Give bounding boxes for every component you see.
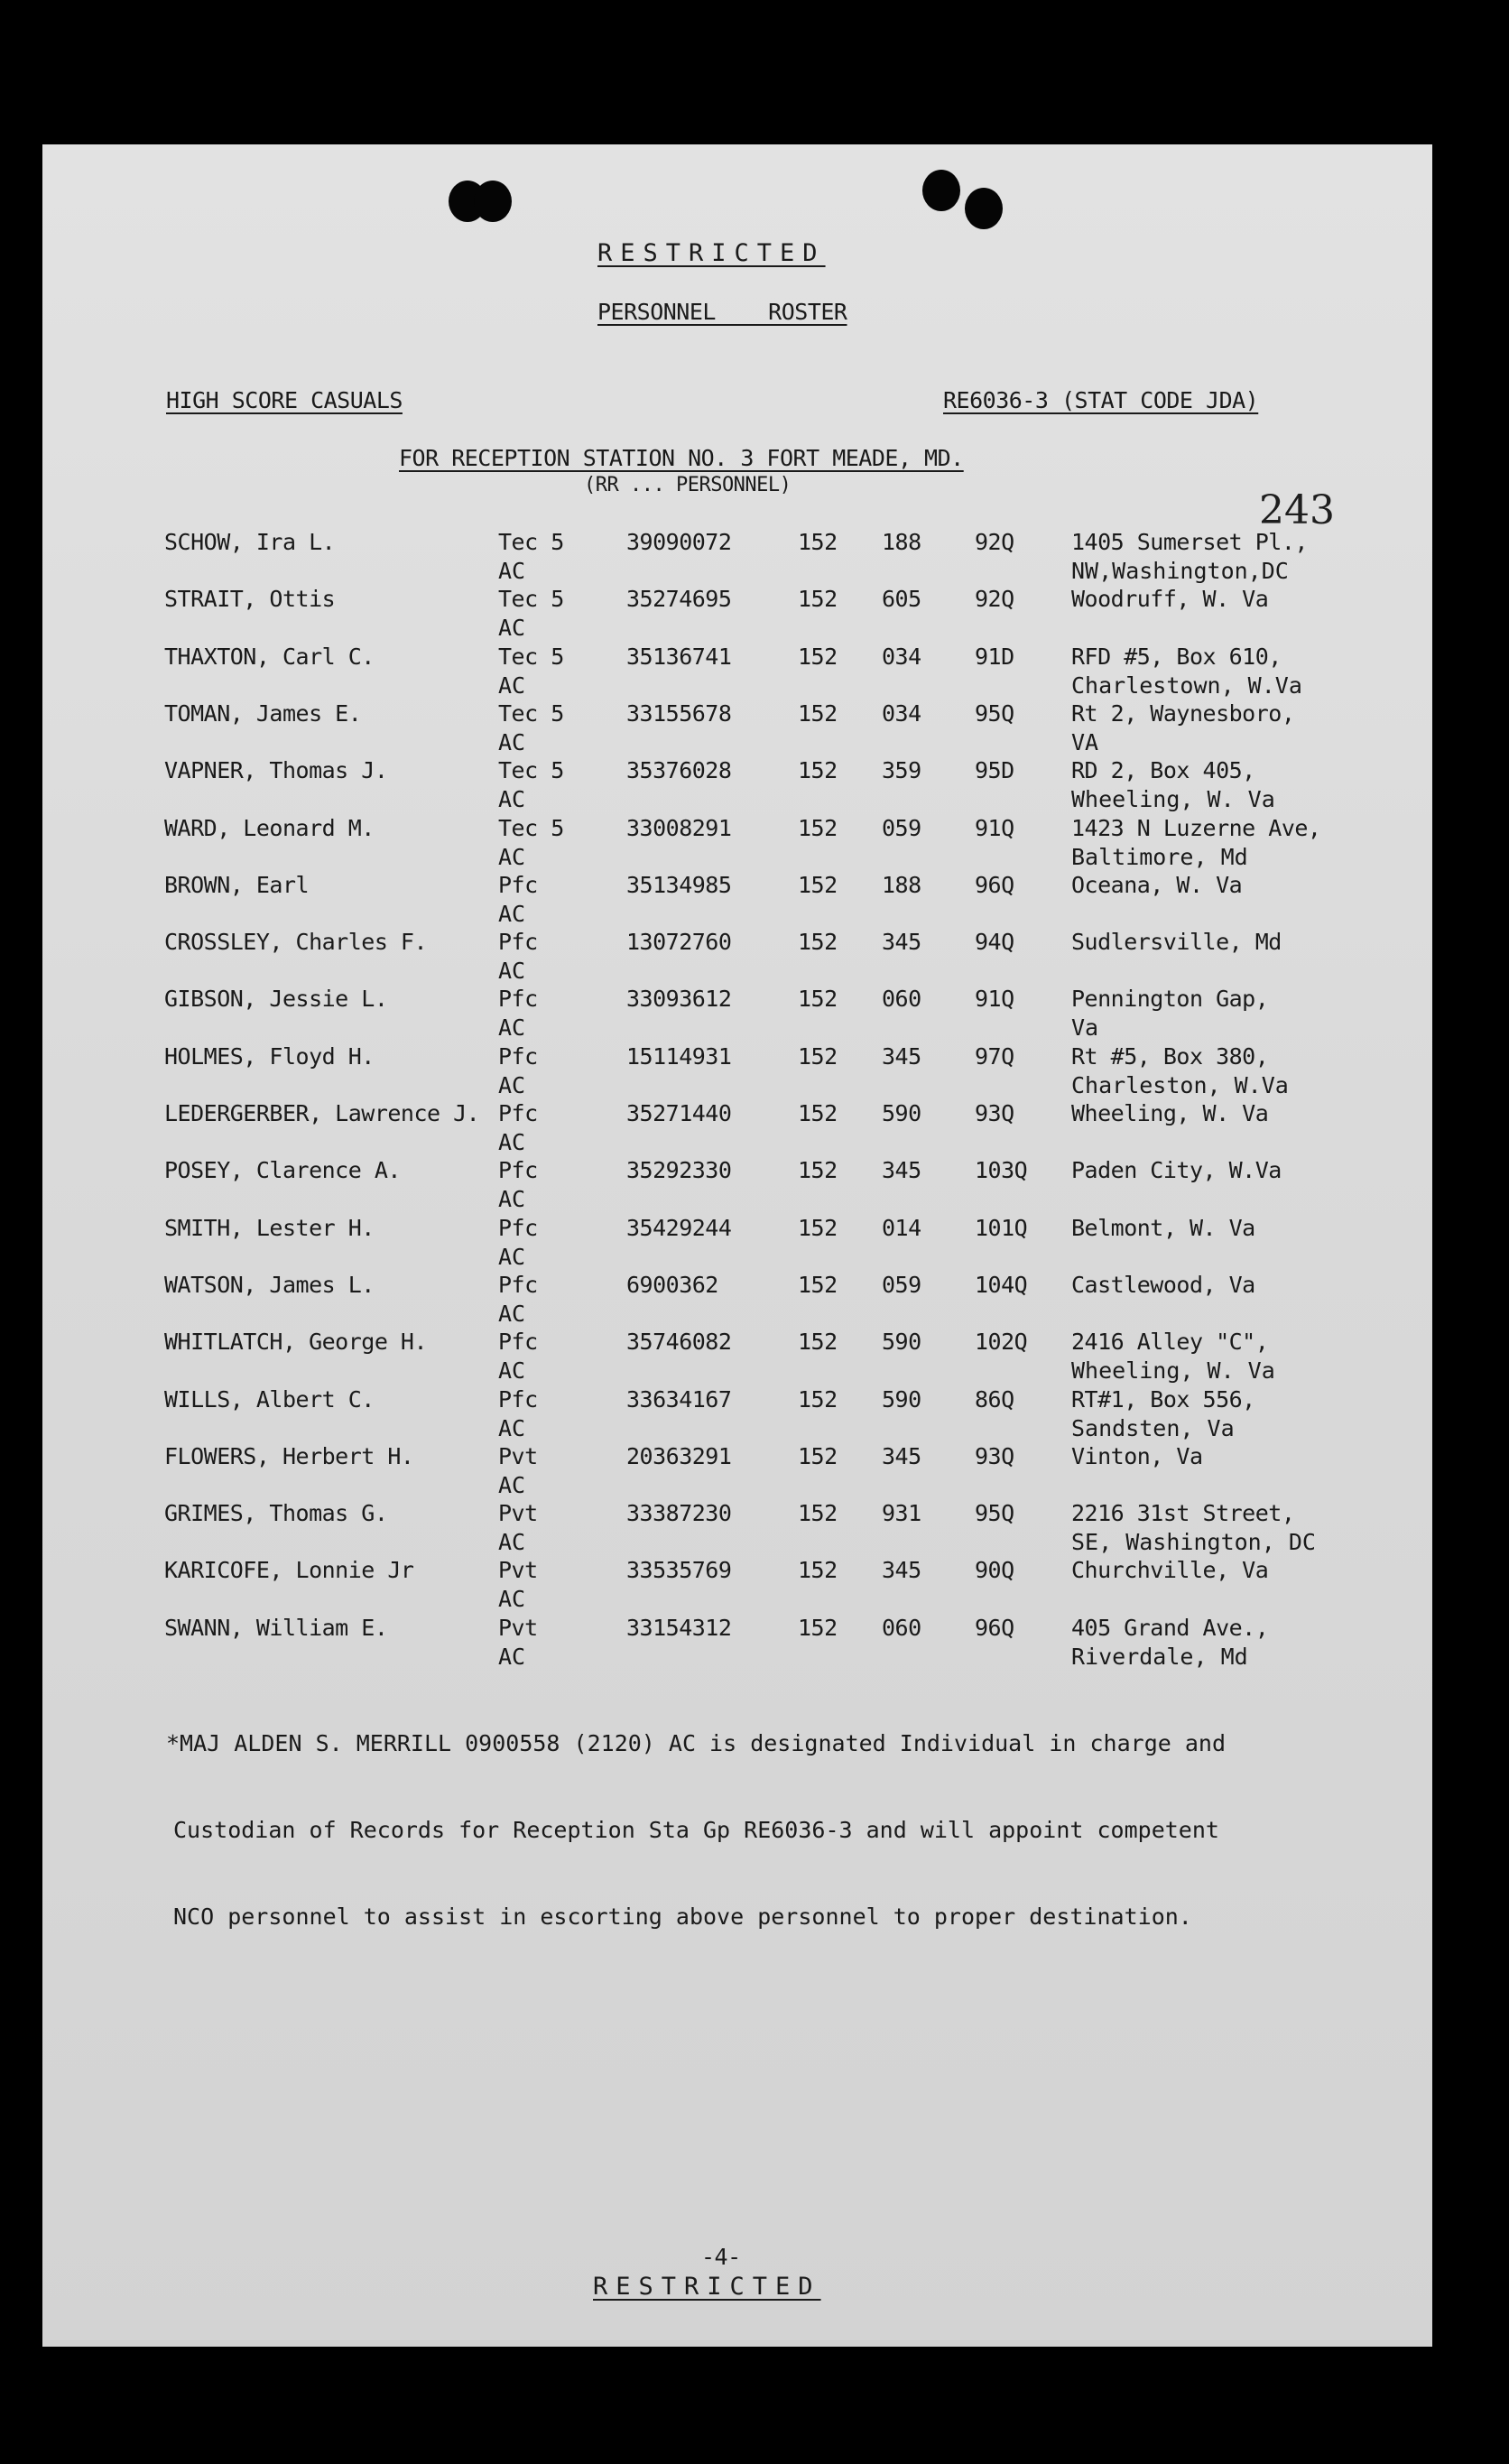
roster-arm: AC — [498, 1071, 526, 1098]
roster-row — [42, 1328, 1432, 1385]
roster-grade: Tec 5 — [498, 586, 564, 613]
roster-code-1: 152 — [798, 1442, 838, 1469]
roster-row — [42, 985, 1432, 1042]
roster-row — [42, 928, 1432, 986]
roster-name: FLOWERS, Herbert H. — [164, 1442, 414, 1469]
roster-address-line-1: Rt 2, Waynesboro, — [1071, 699, 1295, 727]
roster-code-1: 152 — [798, 1100, 838, 1126]
roster-name: HOLMES, Floyd H. — [164, 1042, 375, 1070]
roster-code-1: 152 — [798, 986, 838, 1013]
roster-address-line-1: Rt #5, Box 380, — [1071, 1042, 1269, 1070]
roster-name: STRAIT, Ottis — [164, 586, 336, 613]
roster-serial-number: 35376028 — [626, 757, 732, 784]
roster-address-line-1: Wheeling, W. Va — [1071, 1100, 1269, 1126]
roster-code-2: 345 — [882, 1442, 921, 1469]
roster-serial-number: 15114931 — [626, 1042, 732, 1070]
roster-grade: Pvt — [498, 1614, 538, 1641]
roster-address-line-2: Va — [1071, 1014, 1099, 1042]
roster-name: THAXTON, Carl C. — [164, 643, 375, 670]
roster-arm: AC — [498, 1529, 526, 1556]
roster-row — [42, 528, 1432, 586]
roster-grade: Pfc — [498, 1271, 538, 1298]
roster-code-1: 152 — [798, 929, 838, 956]
roster-arm: AC — [498, 1643, 526, 1670]
roster-address-line-2: Riverdale, Md — [1071, 1643, 1248, 1670]
roster-serial-number: 35136741 — [626, 643, 732, 670]
roster-score: 91D — [975, 643, 1014, 670]
roster-serial-number: 35271440 — [626, 1100, 732, 1126]
roster-address-line-1: Pennington Gap, — [1071, 986, 1269, 1013]
roster-score: 96Q — [975, 871, 1014, 898]
roster-score: 95D — [975, 757, 1014, 784]
roster-code-1: 152 — [798, 757, 838, 784]
roster-address-line-1: Vinton, Va — [1071, 1442, 1203, 1469]
roster-grade: Pfc — [498, 929, 538, 956]
roster-address-line-1: 2416 Alley "C", — [1071, 1329, 1269, 1356]
roster-arm: AC — [498, 1129, 526, 1155]
roster-score: 93Q — [975, 1442, 1014, 1469]
roster-serial-number: 35134985 — [626, 871, 732, 898]
roster-score: 92Q — [975, 529, 1014, 555]
roster-serial-number: 33634167 — [626, 1385, 732, 1413]
roster-score: 93Q — [975, 1100, 1014, 1126]
roster-serial-number: 35429244 — [626, 1214, 732, 1241]
punch-hole-right-a — [922, 170, 960, 211]
roster-score: 102Q — [975, 1329, 1028, 1356]
roster-serial-number: 33387230 — [626, 1500, 732, 1527]
roster-grade: Pfc — [498, 986, 538, 1013]
roster-address-line-2: Baltimore, Md — [1071, 843, 1248, 870]
roster-grade: Pfc — [498, 1100, 538, 1126]
roster-arm: AC — [498, 1243, 526, 1270]
roster-row — [42, 871, 1432, 929]
roster-code-1: 152 — [798, 1157, 838, 1184]
roster-address-line-1: Castlewood, Va — [1071, 1271, 1255, 1298]
roster-code-1: 152 — [798, 699, 838, 727]
roster-code-1: 152 — [798, 643, 838, 670]
roster-name: WATSON, James L. — [164, 1271, 375, 1298]
roster-serial-number: 35746082 — [626, 1329, 732, 1356]
roster-serial-number: 35292330 — [626, 1157, 732, 1184]
roster-code-2: 188 — [882, 871, 921, 898]
roster-name: TOMAN, James E. — [164, 699, 362, 727]
roster-serial-number: 33093612 — [626, 986, 732, 1013]
roster-serial-number: 6900362 — [626, 1271, 718, 1298]
roster-code-2: 034 — [882, 643, 921, 670]
roster-score: 95Q — [975, 699, 1014, 727]
roster-address-line-1: 1405 Sumerset Pl., — [1071, 529, 1308, 555]
restricted-footer: RESTRICTED — [593, 2273, 821, 2301]
roster-row — [42, 1214, 1432, 1272]
roster-name: POSEY, Clarence A. — [164, 1157, 401, 1184]
roster-arm: AC — [498, 615, 526, 642]
roster-grade: Tec 5 — [498, 643, 564, 670]
roster-score: 103Q — [975, 1157, 1028, 1184]
roster-address-line-1: 2216 31st Street, — [1071, 1500, 1295, 1527]
roster-score: 90Q — [975, 1557, 1014, 1584]
roster-serial-number: 33154312 — [626, 1614, 732, 1641]
footnote-line-1: *MAJ ALDEN S. MERRILL 0900558 (2120) AC is designated Individual in charge and — [166, 1730, 1226, 1756]
roster-name: KARICOFE, Lonnie Jr — [164, 1557, 414, 1584]
roster-code-2: 590 — [882, 1385, 921, 1413]
roster-code-2: 345 — [882, 1042, 921, 1070]
roster-grade: Pfc — [498, 1329, 538, 1356]
roster-serial-number: 39090072 — [626, 529, 732, 555]
roster-row — [42, 699, 1432, 757]
station-subline: (RR ... PERSONNEL) — [584, 474, 792, 496]
roster-score: 92Q — [975, 586, 1014, 613]
roster-code-1: 152 — [798, 871, 838, 898]
roster-score: 101Q — [975, 1214, 1028, 1241]
roster-row — [42, 585, 1432, 643]
roster-row — [42, 1156, 1432, 1214]
roster-code-1: 152 — [798, 1329, 838, 1356]
roster-score: 86Q — [975, 1385, 1014, 1413]
roster-arm: AC — [498, 900, 526, 927]
roster-code-2: 059 — [882, 814, 921, 841]
footnote-line-2: Custodian of Records for Reception Sta Gp RE6036-3 and will appoint competent — [173, 1817, 1219, 1843]
roster-code-2: 059 — [882, 1271, 921, 1298]
roster-address-line-1: 405 Grand Ave., — [1071, 1614, 1269, 1641]
roster-score: 94Q — [975, 929, 1014, 956]
roster-code-2: 345 — [882, 1157, 921, 1184]
roster-code-2: 060 — [882, 986, 921, 1013]
roster-address-line-1: Oceana, W. Va — [1071, 871, 1243, 898]
roster-name: SMITH, Lester H. — [164, 1214, 375, 1241]
roster-serial-number: 35274695 — [626, 586, 732, 613]
roster-arm: AC — [498, 558, 526, 584]
roster-code-2: 188 — [882, 529, 921, 555]
roster-code-1: 152 — [798, 586, 838, 613]
roster-name: LEDERGERBER, Lawrence J. — [164, 1100, 480, 1126]
roster-name: WILLS, Albert C. — [164, 1385, 375, 1413]
roster-score: 97Q — [975, 1042, 1014, 1070]
roster-serial-number: 33155678 — [626, 699, 732, 727]
roster-grade: Pvt — [498, 1557, 538, 1584]
roster-serial-number: 20363291 — [626, 1442, 732, 1469]
roster-row — [42, 643, 1432, 700]
roster-name: GIBSON, Jessie L. — [164, 986, 388, 1013]
roster-code-2: 345 — [882, 929, 921, 956]
roster-address-line-2: SE, Washington, DC — [1071, 1529, 1316, 1556]
roster-arm: AC — [498, 728, 526, 755]
roster-address-line-1: Churchville, Va — [1071, 1557, 1269, 1584]
roster-address-line-1: Paden City, W.Va — [1071, 1157, 1282, 1184]
roster-name: SCHOW, Ira L. — [164, 529, 336, 555]
roster-score: 96Q — [975, 1614, 1014, 1641]
roster-arm: AC — [498, 1414, 526, 1441]
roster-serial-number: 13072760 — [626, 929, 732, 956]
roster-grade: Pfc — [498, 871, 538, 898]
roster-address-line-1: Woodruff, W. Va — [1071, 586, 1269, 613]
restricted-header: RESTRICTED — [597, 239, 826, 267]
roster-row — [42, 1099, 1432, 1157]
roster-code-2: 014 — [882, 1214, 921, 1241]
roster-score: 104Q — [975, 1271, 1028, 1298]
roster-code-2: 345 — [882, 1557, 921, 1584]
roster-row — [42, 1042, 1432, 1100]
roster-address-line-1: Sudlersville, Md — [1071, 929, 1282, 956]
roster-score: 91Q — [975, 986, 1014, 1013]
roster-grade: Pvt — [498, 1500, 538, 1527]
roster-code-2: 034 — [882, 699, 921, 727]
roster-arm: AC — [498, 1586, 526, 1613]
document-page — [42, 144, 1432, 2347]
roster-code-2: 060 — [882, 1614, 921, 1641]
roster-row — [42, 1499, 1432, 1557]
roster-row — [42, 756, 1432, 814]
footnote — [166, 1672, 1226, 1989]
page-number: -4- — [701, 2244, 741, 2270]
roster-code: RE6036-3 (STAT CODE JDA) — [943, 387, 1259, 413]
roster-code-1: 152 — [798, 1557, 838, 1584]
roster-arm: AC — [498, 1471, 526, 1498]
roster-address-line-2: Charleston, W.Va — [1071, 1071, 1289, 1098]
roster-grade: Tec 5 — [498, 529, 564, 555]
roster-code-2: 931 — [882, 1500, 921, 1527]
roster-grade: Tec 5 — [498, 814, 564, 841]
roster-arm: AC — [498, 1186, 526, 1213]
roster-arm: AC — [498, 1357, 526, 1385]
roster-address-line-2: Wheeling, W. Va — [1071, 786, 1275, 813]
roster-left-title: HIGH SCORE CASUALS — [166, 387, 403, 413]
roster-code-1: 152 — [798, 1614, 838, 1641]
roster-arm: AC — [498, 1300, 526, 1327]
roster-grade: Pvt — [498, 1442, 538, 1469]
roster-address-line-1: RT#1, Box 556, — [1071, 1385, 1255, 1413]
roster-row — [42, 1442, 1432, 1500]
roster-code-2: 359 — [882, 757, 921, 784]
roster-name: WARD, Leonard M. — [164, 814, 375, 841]
roster-score: 95Q — [975, 1500, 1014, 1527]
roster-code-1: 152 — [798, 1271, 838, 1298]
roster-name: BROWN, Earl — [164, 871, 310, 898]
roster-code-2: 590 — [882, 1329, 921, 1356]
roster-serial-number: 33535769 — [626, 1557, 732, 1584]
roster-address-line-1: RD 2, Box 405, — [1071, 757, 1255, 784]
roster-grade: Pfc — [498, 1157, 538, 1184]
station-line: FOR RECEPTION STATION NO. 3 FORT MEADE, MD. — [399, 445, 964, 471]
roster-address-line-1: RFD #5, Box 610, — [1071, 643, 1282, 670]
roster-score: 91Q — [975, 814, 1014, 841]
roster-code-1: 152 — [798, 529, 838, 555]
roster-code-1: 152 — [798, 1500, 838, 1527]
roster-arm: AC — [498, 672, 526, 699]
roster-grade: Tec 5 — [498, 757, 564, 784]
roster-row — [42, 1556, 1432, 1614]
roster-arm: AC — [498, 843, 526, 870]
roster-code-2: 590 — [882, 1100, 921, 1126]
roster-arm: AC — [498, 786, 526, 813]
roster-row — [42, 1271, 1432, 1329]
roster-code-1: 152 — [798, 814, 838, 841]
roster-code-1: 152 — [798, 1042, 838, 1070]
roster-grade: Pfc — [498, 1385, 538, 1413]
roster-address-line-2: VA — [1071, 728, 1099, 755]
roster-address-line-1: Belmont, W. Va — [1071, 1214, 1255, 1241]
roster-address-line-2: Wheeling, W. Va — [1071, 1357, 1275, 1385]
roster-code-1: 152 — [798, 1214, 838, 1241]
roster-code-2: 605 — [882, 586, 921, 613]
roster-address-line-2: NW,Washington,DC — [1071, 558, 1289, 584]
roster-name: GRIMES, Thomas G. — [164, 1500, 388, 1527]
roster-address-line-2: Charlestown, W.Va — [1071, 672, 1302, 699]
roster-grade: Tec 5 — [498, 699, 564, 727]
roster-arm: AC — [498, 958, 526, 985]
footnote-line-3: NCO personnel to assist in escorting above personnel to proper destination. — [173, 1904, 1192, 1930]
roster-serial-number: 33008291 — [626, 814, 732, 841]
punch-hole-right-b — [965, 188, 1003, 229]
roster-name: CROSSLEY, Charles F. — [164, 929, 428, 956]
roster-row — [42, 1385, 1432, 1443]
roster-row — [42, 1614, 1432, 1672]
roster-address-line-1: 1423 N Luzerne Ave, — [1071, 814, 1321, 841]
roster-title: PERSONNEL ROSTER — [597, 299, 847, 325]
roster-code-1: 152 — [798, 1385, 838, 1413]
roster-arm: AC — [498, 1014, 526, 1042]
page-stamp-number: 243 — [1259, 487, 1335, 533]
roster-row — [42, 814, 1432, 872]
roster-name: WHITLATCH, George H. — [164, 1329, 428, 1356]
punch-hole-left-b — [474, 181, 512, 222]
roster-address-line-2: Sandsten, Va — [1071, 1414, 1235, 1441]
roster-name: SWANN, William E. — [164, 1614, 388, 1641]
roster-grade: Pfc — [498, 1042, 538, 1070]
roster-name: VAPNER, Thomas J. — [164, 757, 388, 784]
roster-grade: Pfc — [498, 1214, 538, 1241]
